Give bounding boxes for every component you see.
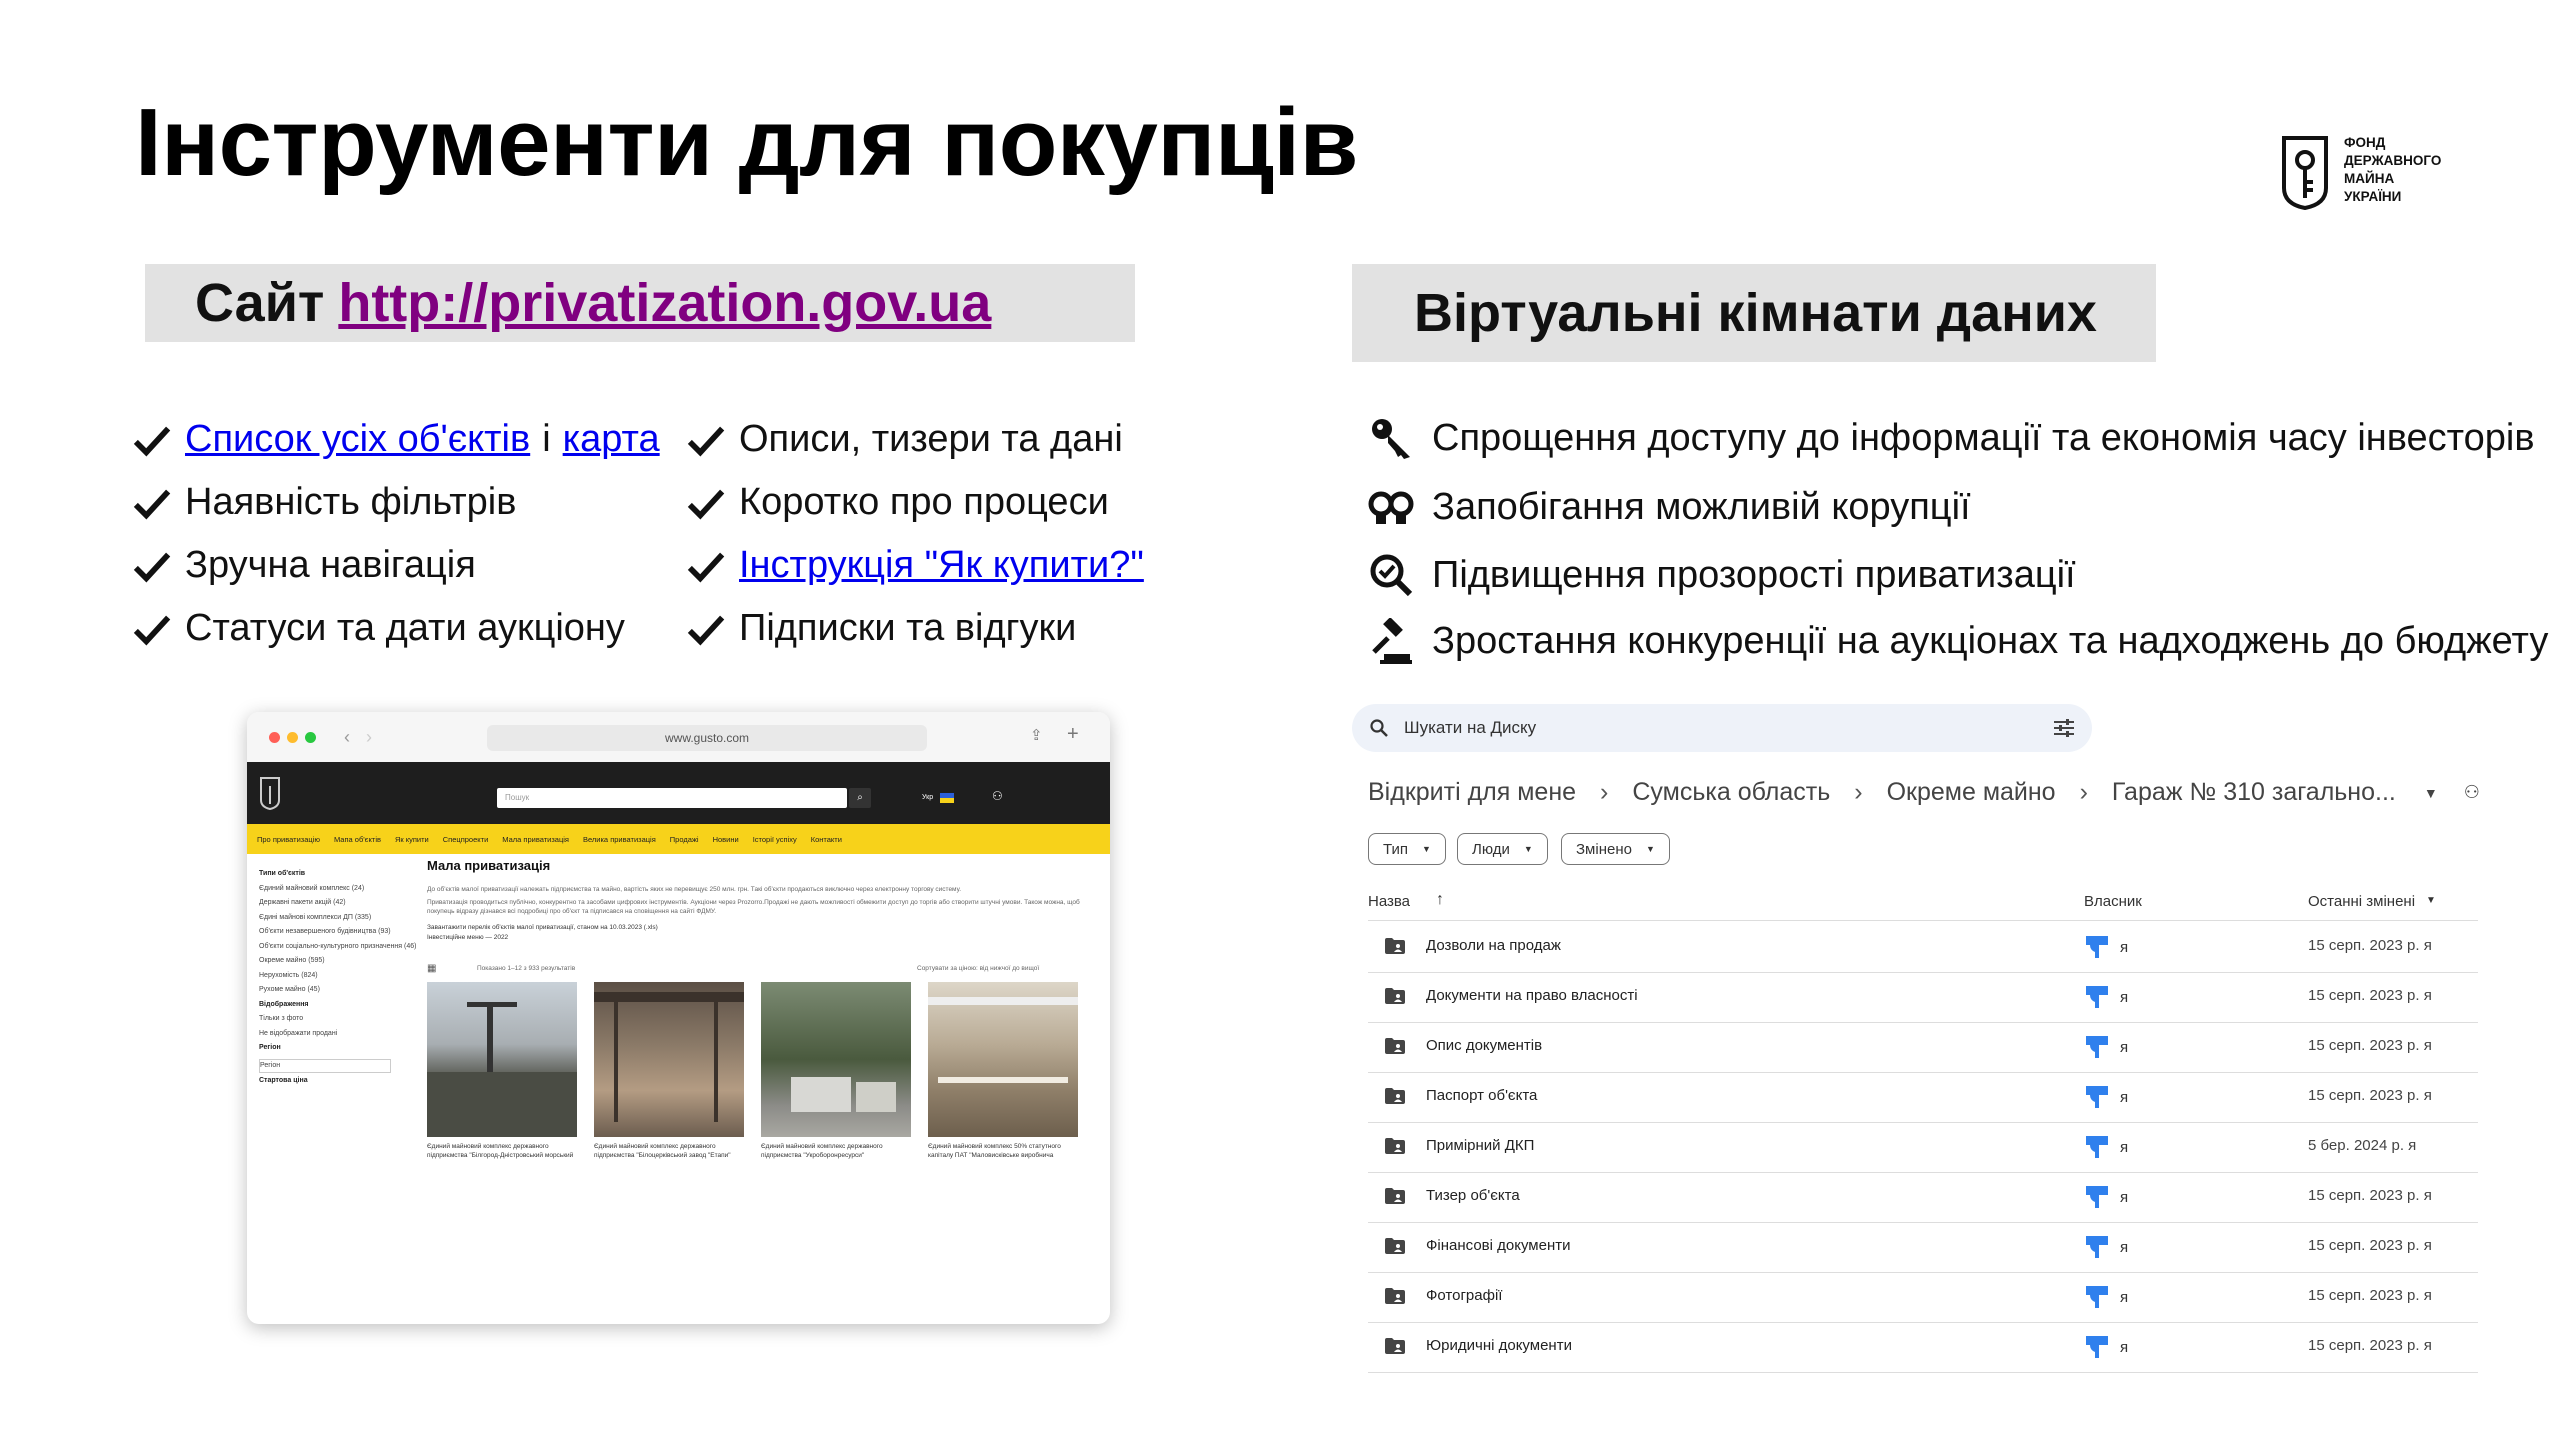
grid-view-icon[interactable]: ▦ [427,963,437,974]
feature-text: Наявність фільтрів [185,481,517,523]
owner-cell [2084,984,2128,1010]
filter-option[interactable]: Рухоме майно (45) [259,986,320,993]
features-right [687,408,1144,660]
owner-cell [2084,1034,2128,1060]
site-search-input[interactable]: Пошук [497,788,847,808]
modified-date: 15 серп. 2023 р. я [2308,1037,2432,1054]
feature-item [133,534,660,597]
checkmark-icon [133,610,171,648]
owner-avatar-icon [2084,1084,2110,1110]
nav-item[interactable]: Контакти [810,834,842,844]
feature-item [687,408,1144,471]
file-row[interactable] [1368,1072,2478,1123]
filter-option[interactable]: Державні пакети акцій (42) [259,899,346,906]
feature-item [687,534,1144,597]
modified-date: 15 серп. 2023 р. я [2308,1287,2432,1304]
data-rooms-header-box [1352,264,2156,362]
new-tab-icon[interactable]: + [1067,723,1079,745]
file-name: Опис документів [1426,1037,1543,1054]
logo-line: МАЙНА [2344,171,2395,186]
breadcrumb [1368,778,2480,807]
site-logo-icon[interactable] [259,776,281,810]
minimize-dot-icon[interactable] [287,732,298,743]
breadcrumb-item[interactable]: Гараж № 310 загально... [2111,778,2396,806]
owner-cell [2084,1134,2128,1160]
owner-name: я [2120,1288,2129,1306]
feature-item [133,597,660,660]
owner-cell [2084,1084,2128,1110]
filter-sidebar [259,870,417,1091]
download-link[interactable]: Завантажити перелік об'єктів малої приватизації, станом на 10.03.2023 (.xls) [427,924,658,931]
object-caption[interactable]: Єдиний майновий комплекс державного підприємства "Укроборонресурси" [761,1143,883,1159]
chevron-right-icon: › [1854,778,1863,806]
filter-option[interactable]: Не відображати продані [259,1029,338,1037]
object-caption[interactable]: Єдиний майновий комплекс 50% статутного капіталу ПАТ "Маловисківське виробнича [928,1143,1061,1159]
nav-item[interactable]: Спецпроекти [442,834,489,844]
feature-text: Зручна навігація [185,544,476,586]
feature-text: Описи, тизери та дані [739,418,1123,460]
results-bar [427,963,1097,975]
chip-label: Змінено [1576,840,1632,858]
feature-text: Статуси та дати аукціону [185,607,625,649]
benefit-text: Підвищення прозорості приватизації [1432,553,2076,596]
browser-toolbar [247,712,1110,762]
filter-option[interactable]: Єдині майнові комплекси ДП (335) [259,913,372,921]
shared-folder-icon [1385,988,1405,1004]
file-table-header [1368,893,2478,917]
objects-list-link[interactable]: Список усіх об'єктів [185,418,531,460]
ukraine-flag-icon [940,793,954,803]
slide-title: Інструменти для покупців [135,89,1359,196]
filter-option[interactable]: Тільки з фото [259,1015,304,1022]
benefit-item [1368,403,2548,473]
feature-item [133,408,660,471]
chip-label: Тип [1383,840,1409,858]
file-name: Дозволи на продаж [1426,937,1561,954]
filter-heading: Стартова ціна [259,1076,308,1084]
filter-option[interactable]: Об'єкти соціально-культурного призначення (46) [259,942,417,950]
checkmark-icon [133,484,171,522]
feature-text: Підписки та відгуки [739,607,1077,649]
owner-name: я [2120,1238,2129,1256]
file-row[interactable] [1368,1172,2478,1223]
file-name: Фотографії [1426,1287,1503,1304]
fdmu-emblem-icon [2280,130,2330,210]
logo-line: ДЕРЖАВНОГО [2344,153,2442,168]
map-link[interactable]: карта [562,418,660,460]
object-photo[interactable] [928,982,1078,1137]
owner-avatar-icon [2084,1284,2110,1310]
share-icon[interactable]: ⇪ [1030,727,1043,744]
owner-name: я [2120,1188,2129,1206]
search-icon [1370,719,1388,737]
shared-folder-icon [1385,1138,1405,1154]
owner-cell [2084,1184,2128,1210]
sort-arrow-up-icon[interactable]: ↑ [1436,891,1444,908]
search-options-icon[interactable] [2054,719,2074,737]
filter-heading: Відображення [259,1000,309,1008]
filter-chip-type[interactable] [1368,833,1446,865]
feature-item [133,471,660,534]
checkmark-icon [687,421,725,459]
filter-chip-modified[interactable] [1561,833,1670,865]
file-name: Документи на право власності [1426,987,1638,1004]
site-main [427,858,1097,975]
filter-heading: Типи об'єктів [259,870,306,877]
feature-text: Коротко про процеси [739,481,1109,523]
benefit-text: Спрощення доступу до інформації та економія часу інвесторів [1432,416,2535,459]
intro-paragraph: До об'єктів малої приватизації належать підприємства та майно, вартість яких не перевищує 250 млн. грн. Такі об'єкти продаються виключно через електронну торгову систему. [427,886,961,893]
feature-item [687,597,1144,660]
owner-avatar-icon [2084,934,2110,960]
user-icon[interactable]: ⚇ [992,789,1003,803]
divider [1368,920,2478,921]
chevron-down-icon: ▼ [1422,844,1431,854]
browser-url-bar[interactable]: www.gusto.com [487,725,927,751]
nav-item[interactable]: Велика приватизація [583,834,656,844]
handcuffs-icon [1368,484,1414,530]
sort-select[interactable]: Сортувати за ціною: від нижчої до вищої [917,965,1040,972]
chevron-down-icon: ▼ [1645,844,1655,854]
magnifier-check-icon [1368,552,1414,598]
object-caption[interactable]: Єдиний майновий комплекс державного підприємства "Білгород-Дністровський морський [427,1143,574,1159]
chevron-down-icon[interactable]: ▼ [2426,895,2436,906]
chip-label: Люди [1472,840,1510,858]
filter-option[interactable]: Нерухомість (824) [259,971,318,979]
forward-arrow-icon[interactable]: › [366,726,372,747]
shared-folder-icon [1385,1088,1405,1104]
language-switch[interactable]: Укр [922,794,934,801]
file-row[interactable] [1368,922,2478,973]
fdmu-logo [2280,130,2441,210]
modified-date: 15 серп. 2023 р. я [2308,1087,2432,1104]
breadcrumb-item[interactable]: Відкриті для мене [1368,778,1577,806]
site-url-link[interactable]: http://privatization.gov.ua [338,273,992,333]
site-header [247,762,1110,824]
file-name: Тизер об'єкта [1426,1187,1520,1204]
owner-avatar-icon [2084,1134,2110,1160]
modified-date: 5 бер. 2024 р. я [2308,1137,2417,1154]
shared-folder-icon [1385,938,1405,954]
checkmark-icon [687,547,725,585]
file-name: Паспорт об'єкта [1426,1087,1538,1104]
nav-item[interactable]: Як купити [394,834,429,844]
owner-cell [2084,1284,2128,1310]
owner-name: я [2120,1338,2129,1356]
results-count: Показано 1–12 з 933 результатів [477,965,576,972]
back-arrow-icon[interactable]: ‹ [344,726,350,747]
region-select[interactable]: Регіон [259,1059,391,1073]
owner-cell [2084,934,2128,960]
data-rooms-title: Віртуальні кімнати даних [1414,283,2097,343]
filter-option[interactable]: Окреме майно (595) [259,957,325,964]
page-heading: Мала приватизація [427,858,551,873]
shared-folder-icon [1385,1288,1405,1304]
nav-item[interactable]: Новини [712,834,739,844]
gavel-icon [1368,618,1414,664]
object-caption[interactable]: Єдиний майновий комплекс державного підприємства "Білоцерківський завод "Етапи" [594,1143,731,1159]
benefit-item [1368,541,2548,609]
breadcrumb-item[interactable]: Сумська область [1632,778,1831,806]
shared-folder-icon [1385,1038,1405,1054]
owner-avatar-icon [2084,1234,2110,1260]
checkmark-icon [133,547,171,585]
how-to-buy-link[interactable]: Інструкція "Як купити?" [739,544,1144,586]
website-screenshot [247,712,1110,1324]
object-photo[interactable] [427,982,577,1137]
file-name: Фінансові документи [1426,1237,1571,1254]
benefit-text: Зростання конкуренції на аукціонах та надходжень до бюджету [1432,619,2549,662]
checkmark-icon [687,610,725,648]
shared-people-icon[interactable]: ⚇ [2463,782,2480,802]
nav-item[interactable]: Про приватизацію [257,834,320,844]
owner-name: я [2120,938,2129,956]
benefits-list [1368,403,2548,673]
modified-date: 15 серп. 2023 р. я [2308,1337,2432,1354]
modified-date: 15 серп. 2023 р. я [2308,1237,2432,1254]
breadcrumb-item[interactable]: Окреме майно [1886,778,2056,806]
file-name: Примірний ДКП [1426,1137,1535,1154]
chevron-down-icon: ▼ [1523,844,1533,854]
shared-folder-icon [1385,1238,1405,1254]
feature-item [687,471,1144,534]
column-owner: Власник [2084,893,2142,910]
file-row[interactable] [1368,1272,2478,1323]
owner-cell [2084,1234,2128,1260]
benefit-text: Запобігання можливій корупції [1432,485,1971,528]
nav-item[interactable]: Історії успіху [752,834,797,844]
object-photo[interactable] [594,982,744,1137]
chevron-right-icon: › [2079,778,2088,806]
shared-folder-icon [1385,1338,1405,1354]
object-photo[interactable] [761,982,911,1137]
owner-avatar-icon [2084,1034,2110,1060]
file-row[interactable] [1368,1322,2478,1373]
benefit-item [1368,609,2548,673]
owner-name: я [2120,988,2129,1006]
modified-date: 15 серп. 2023 р. я [2308,987,2432,1004]
checkmark-icon [687,484,725,522]
nav-item[interactable]: Мала приватизація [502,834,569,844]
benefit-item [1368,473,2548,541]
owner-avatar-icon [2084,1334,2110,1360]
owner-name: я [2120,1038,2129,1056]
owner-name: я [2120,1088,2129,1106]
shared-folder-icon [1385,1188,1405,1204]
file-row[interactable] [1368,1122,2478,1173]
maximize-dot-icon[interactable] [305,732,316,743]
filter-heading: Регіон [259,1044,281,1051]
site-header-box [145,264,1135,342]
filter-chip-people[interactable] [1457,833,1548,865]
owner-avatar-icon [2084,984,2110,1010]
column-name[interactable]: Назва [1368,893,1411,910]
modified-date: 15 серп. 2023 р. я [2308,937,2432,954]
key-icon [1368,415,1414,461]
investment-link[interactable]: Інвестиційне меню — 2022 [427,934,509,941]
file-row[interactable] [1368,972,2478,1023]
close-dot-icon[interactable] [269,732,280,743]
chevron-down-icon[interactable]: ▼ [2423,784,2438,801]
owner-cell [2084,1334,2128,1360]
owner-avatar-icon [2084,1184,2110,1210]
nav-item[interactable]: Продажі [669,834,699,844]
chevron-right-icon: › [1600,778,1609,806]
logo-line: ФОНД [2344,135,2386,150]
column-modified[interactable]: Останні змінені [2308,893,2416,910]
owner-name: я [2120,1138,2129,1156]
modified-date: 15 серп. 2023 р. я [2308,1187,2432,1204]
nav-item[interactable]: Мапа об'єктів [333,834,381,844]
filter-option[interactable]: Єдиний майновий комплекс (24) [259,884,365,892]
logo-line: УКРАЇНИ [2344,189,2402,204]
file-name: Юридичні документи [1426,1337,1572,1354]
file-row[interactable] [1368,1022,2478,1073]
features-left [133,408,660,660]
drive-search-bar[interactable] [1352,704,2092,752]
file-row[interactable] [1368,1222,2478,1273]
checkmark-icon [133,421,171,459]
filter-option[interactable]: Об'єкти незавершеного будівництва (93) [259,928,391,935]
drive-search-placeholder: Шукати на Диску [1404,718,1537,737]
site-nav [247,824,1110,854]
site-search-icon[interactable]: ⌕ [849,788,871,808]
intro-paragraph: Приватизація проводиться публічно, конкурентно та засобами цифрових інструментів. Аукціони через Prozorro.Продажі не дають можливості обмежити доступ до торгів або створити штучні умови. Також можна, щоб покупець відразу дізнався всі подробиці про об'єкт та підписався на сповіщення на сайті ФДМУ. [427,899,1080,915]
and-text: і [542,418,551,460]
site-label: Сайт [195,273,325,333]
